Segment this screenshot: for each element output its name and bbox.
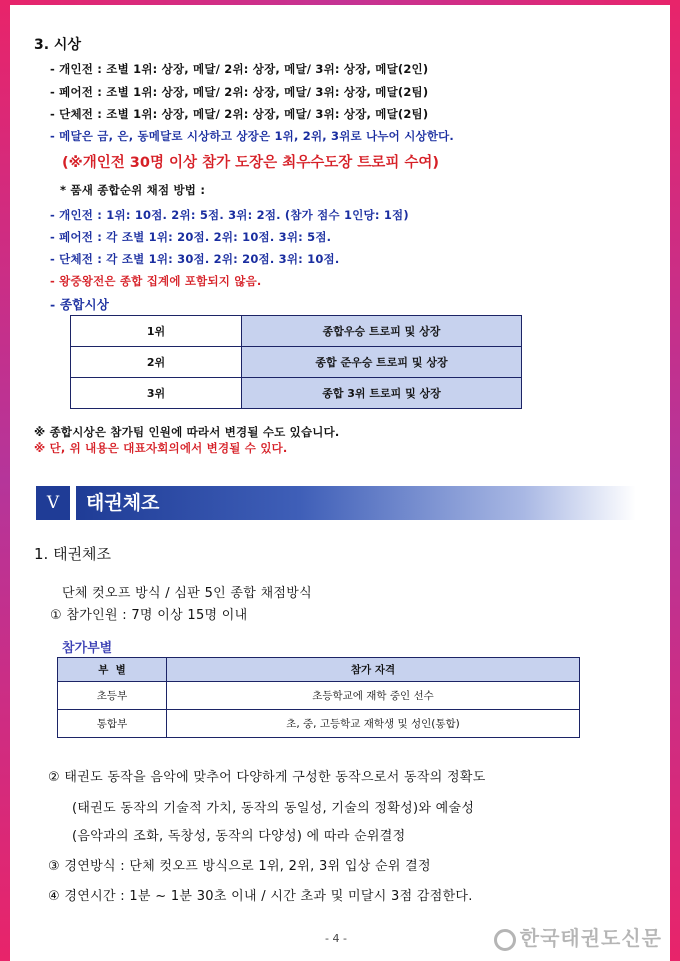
scoring-title: * 품새 종합순위 채점 방법 :: [60, 183, 206, 197]
chapter-title: 태권체조: [76, 486, 636, 520]
award-prize: 종합우승 트로피 및 상장: [242, 316, 522, 347]
award-prize: 종합 3위 트로피 및 상장: [242, 378, 522, 409]
overall-award-title: - 종합시상: [50, 297, 110, 312]
award-rank: 2위: [71, 347, 242, 378]
scoring-line-team: - 단체전 : 각 조별 1위: 30점. 2위: 20점. 3위: 10점.: [50, 252, 340, 266]
award-rank: 1위: [71, 316, 242, 347]
award-rank: 3위: [71, 378, 242, 409]
division-table: [57, 657, 580, 738]
award-line-pair: - 페어전 : 조별 1위: 상장, 메달/ 2위: 상장, 메달/ 3위: 상장, 메달(2팀): [50, 85, 429, 99]
division-cell: 초등부: [58, 682, 167, 710]
award-prize: 종합 준우승 트로피 및 상장: [242, 347, 522, 378]
page-right-border: [670, 0, 680, 961]
table-row: [58, 682, 580, 710]
section-heading-awards: 3. 시상: [34, 37, 81, 53]
watermark-logo-icon: [494, 929, 516, 951]
header-division: 부 별: [58, 658, 167, 682]
table-header-row: [58, 658, 580, 682]
division-cell: 통합부: [58, 710, 167, 738]
table-row: [71, 316, 522, 347]
section-heading-taekwon-aerobics: 1. 태권체조: [34, 545, 112, 563]
page-top-border: [0, 0, 680, 5]
footnote-meeting-notice: ※ 단, 위 내용은 대표자회의에서 변경될 수 있다.: [34, 441, 288, 455]
method-line: 단체 컷오프 방식 / 심판 5인 종합 채점방식: [62, 586, 313, 601]
medal-note: - 메달은 금, 은, 동메달로 시상하고 상장은 1위, 2위, 3위로 나누어 시상한다.: [50, 129, 455, 143]
newspaper-watermark: [494, 922, 662, 951]
footnote-change-notice: ※ 종합시상은 참가팀 인원에 따라서 변경될 수도 있습니다.: [34, 425, 340, 439]
criteria-line-2: (태권도 동작의 기술적 가치, 동작의 동일성, 기술의 정확성)와 예술성: [72, 801, 475, 816]
page-left-border: [0, 0, 10, 961]
competition-time-line: ④ 경연시간 : 1분 ~ 1분 30초 이내 / 시간 초과 및 미달시 3점 감점한다.: [48, 889, 473, 904]
table-row: [58, 710, 580, 738]
qualification-cell: 초, 중, 고등학교 재학생 및 성인(통합): [167, 710, 580, 738]
chapter-banner: [36, 486, 636, 520]
award-line-team: - 단체전 : 조별 1위: 상장, 메달/ 2위: 상장, 메달/ 3위: 상장, 메달(2팀): [50, 107, 429, 121]
overall-awards-table: [70, 315, 522, 409]
chapter-number: V: [36, 486, 70, 520]
participants-line: ① 참가인원 : 7명 이상 15명 이내: [50, 608, 248, 623]
watermark-text: 한국태권도신문: [519, 926, 662, 950]
header-qualification: 참가 자격: [167, 658, 580, 682]
table-row: [71, 347, 522, 378]
division-title: 참가부별: [62, 641, 113, 656]
qualification-cell: 초등학교에 재학 중인 선수: [167, 682, 580, 710]
trophy-note: (※개인전 30명 이상 참가 도장은 최우수도장 트로피 수여): [62, 155, 440, 171]
page-number: - 4 -: [325, 932, 347, 945]
scoring-line-pair: - 페어전 : 각 조별 1위: 20점. 2위: 10점. 3위: 5점.: [50, 230, 332, 244]
criteria-line-1: ② 태권도 동작을 음악에 맞추어 다양하게 구성한 동작으로서 동작의 정확도: [48, 770, 486, 785]
criteria-line-3: (음악과의 조화, 독창성, 동작의 다양성) 에 따라 순위결정: [72, 829, 406, 844]
competition-method-line: ③ 경연방식 : 단체 컷오프 방식으로 1위, 2위, 3위 입상 순위 결정: [48, 859, 431, 874]
award-line-individual: - 개인전 : 조별 1위: 상장, 메달/ 2위: 상장, 메달/ 3위: 상장, 메달(2인): [50, 62, 429, 76]
exclusion-note: - 왕중왕전은 종합 집계에 포함되지 않음.: [50, 274, 262, 288]
scoring-line-individual: - 개인전 : 1위: 10점. 2위: 5점. 3위: 2점. (참가 점수 1인당: 1점): [50, 208, 409, 222]
table-row: [71, 378, 522, 409]
